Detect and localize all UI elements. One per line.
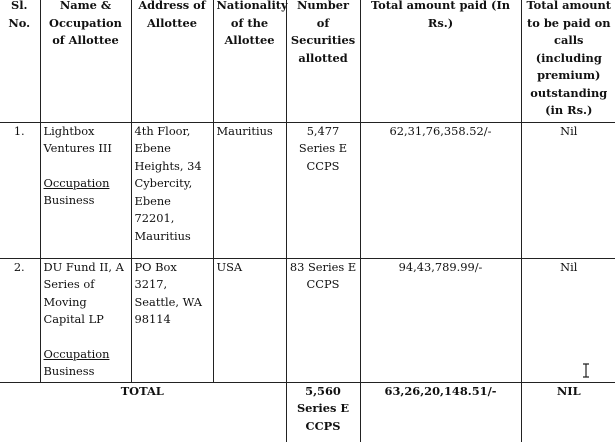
occupation-value: Business — [43, 364, 95, 378]
amount-outstanding-cell: Nil — [521, 122, 615, 258]
amount-outstanding-cell: Nil — [521, 258, 615, 382]
amount-paid-cell: 62,31,76,358.52/- — [360, 122, 521, 258]
total-securities: 5,560 Series E CCPS — [286, 382, 360, 442]
securities-cell: 5,477 Series E CCPS — [286, 122, 360, 258]
header-securities: Number of Securities allotted — [286, 0, 360, 122]
header-sl-no: Sl. No. — [0, 0, 40, 122]
header-name-occupation: Name & Occupation of Allottee — [40, 0, 131, 122]
table-row — [0, 122, 615, 258]
total-amount-outstanding: NIL — [521, 382, 615, 442]
table-row — [0, 258, 615, 382]
total-label: TOTAL — [0, 382, 286, 442]
securities-cell: 83 Series E CCPS — [286, 258, 360, 382]
amount-paid-cell: 94,43,789.99/- — [360, 258, 521, 382]
allottee-name: DU Fund II, A Series of Moving Capital LP — [43, 259, 124, 326]
occupation-value: Business — [43, 193, 95, 207]
allottee-name: Lightbox Ventures III — [43, 123, 112, 155]
header-address: Address of Allottee — [131, 0, 213, 122]
occupation-label: Occupation — [43, 175, 110, 190]
header-nationality: Nationality of the Allottee — [213, 0, 286, 122]
nationality-cell: Mauritius — [213, 122, 286, 258]
total-row — [0, 382, 615, 442]
occupation-label: Occupation — [43, 346, 110, 361]
sl-no-cell: 1. — [0, 122, 40, 258]
address-cell: 4th Floor, Ebene Heights, 34 Cybercity, Ebene 72201, Mauritius — [131, 122, 213, 258]
name-cell — [40, 258, 131, 382]
total-amount-paid: 63,26,20,148.51/- — [360, 382, 521, 442]
name-cell — [40, 122, 131, 258]
nationality-cell: USA — [213, 258, 286, 382]
address-cell: PO Box 3217, Seattle, WA 98114 — [131, 258, 213, 382]
header-amount-outstanding: Total amount to be paid on calls (including premium) outstanding (in Rs.) — [521, 0, 615, 122]
text-cursor-icon — [582, 363, 590, 378]
header-row — [0, 0, 615, 122]
header-amount-paid: Total amount paid (In Rs.) — [360, 0, 521, 122]
sl-no-cell: 2. — [0, 258, 40, 382]
